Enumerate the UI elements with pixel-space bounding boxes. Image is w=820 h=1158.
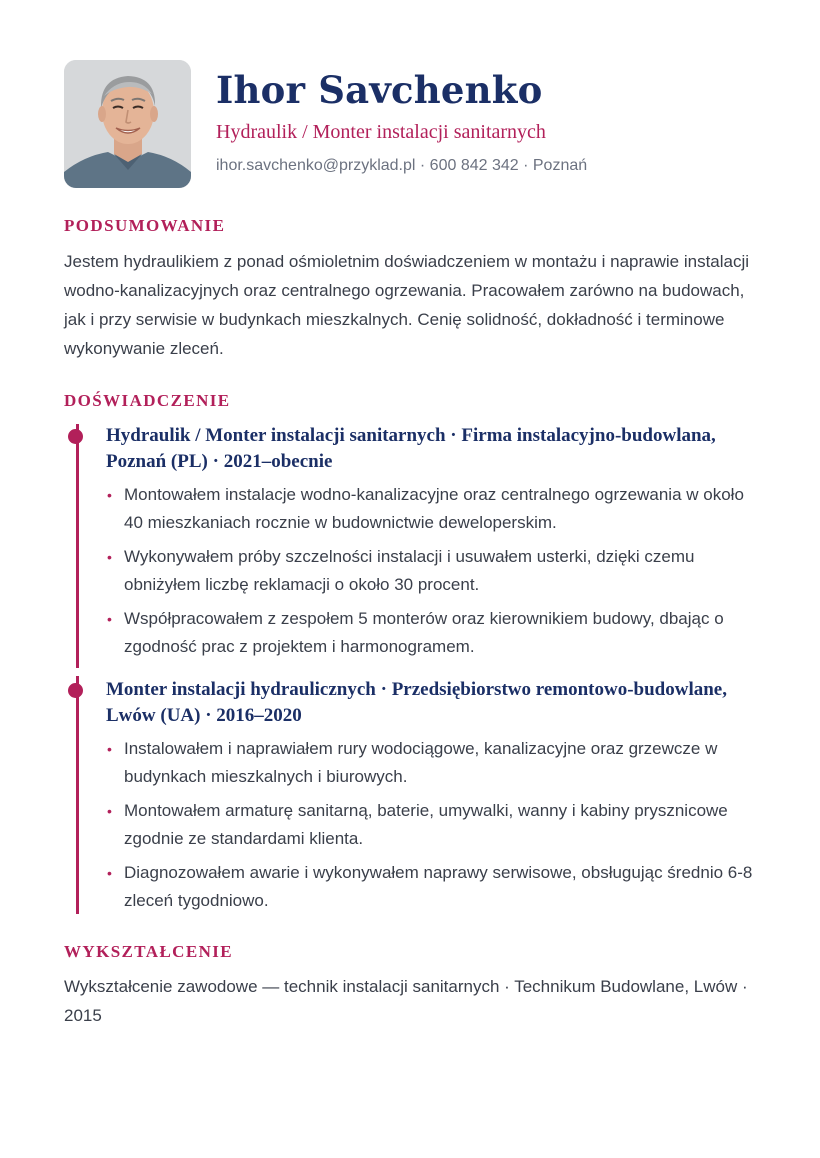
resume-header	[64, 60, 764, 190]
job-bullet: • Montowałem armaturę sanitarną, baterie, umywalki, wanny i kabiny prysznicowe zgodnie ze standardami klienta.	[106, 797, 766, 853]
experience-heading: DOŚWIADCZENIE	[64, 391, 231, 410]
bullet-icon: •	[107, 549, 112, 565]
timeline-line	[76, 676, 79, 914]
bullet-icon: •	[107, 611, 112, 627]
job-title: Hydraulik / Monter instalacji sanitarnych · Firma instalacyjno-budowlana, Poznań (PL) · 2021–obecnie	[106, 425, 716, 472]
profile-photo	[64, 60, 191, 188]
timeline-dot	[68, 429, 83, 444]
bullet-icon: •	[107, 865, 112, 881]
job-bullet: • Montowałem instalacje wodno-kanalizacyjne oraz centralnego ogrzewania w około 40 mieszkaniach rocznie w budownictwie deweloperskim.	[106, 481, 766, 537]
bullet-icon: •	[107, 741, 112, 757]
bullet-icon: •	[107, 803, 112, 819]
job-entry	[106, 677, 766, 921]
contact-info: ihor.savchenko@przyklad.pl · 600 842 342 · Poznań	[216, 157, 588, 174]
candidate-name: Ihor Savchenko	[216, 68, 543, 112]
bullet-icon: •	[107, 487, 112, 503]
job-title: Monter instalacji hydraulicznych · Przedsiębiorstwo remontowo-budowlane, Lwów (UA) · 2016–2020	[106, 679, 727, 726]
job-bullet: • Diagnozowałem awarie i wykonywałem naprawy serwisowe, obsługując średnio 6-8 zleceń tygodniowo.	[106, 859, 766, 915]
summary-text: Jestem hydraulikiem z ponad ośmioletnim doświadczeniem w montażu i naprawie instalacji wodno-kanalizacyjnych oraz centralnego ogrzewania. Pracowałem zarówno na budowach, jak i przy serwisie w budynkach mieszkalnych. Cenię solidność, dokładność i terminowe wykonywanie zleceń.	[64, 252, 750, 358]
job-bullet: • Współpracowałem z zespołem 5 monterów oraz kierownikiem budowy, dbając o zgodność prac z projektem i harmonogramem.	[106, 605, 766, 661]
job-bullet: • Wykonywałem próby szczelności instalacji i usuwałem usterki, dzięki czemu obniżyłem liczbę reklamacji o około 30 procent.	[106, 543, 766, 599]
timeline-line	[76, 424, 79, 668]
job-bullet: • Instalowałem i naprawiałem rury wodociągowe, kanalizacyjne oraz grzewcze w budynkach mieszkalnych i biurowych.	[106, 735, 766, 791]
job-entry	[106, 423, 766, 667]
job-bullets	[106, 735, 766, 915]
timeline-dot	[68, 683, 83, 698]
candidate-role: Hydraulik / Monter instalacji sanitarnych	[216, 121, 546, 143]
summary-heading: PODSUMOWANIE	[64, 216, 226, 235]
job-bullets	[106, 481, 766, 661]
education-text: Wykształcenie zawodowe — technik instalacji sanitarnych · Technikum Budowlane, Lwów · 2015	[64, 977, 748, 1025]
education-heading: WYKSZTAŁCENIE	[64, 942, 234, 961]
